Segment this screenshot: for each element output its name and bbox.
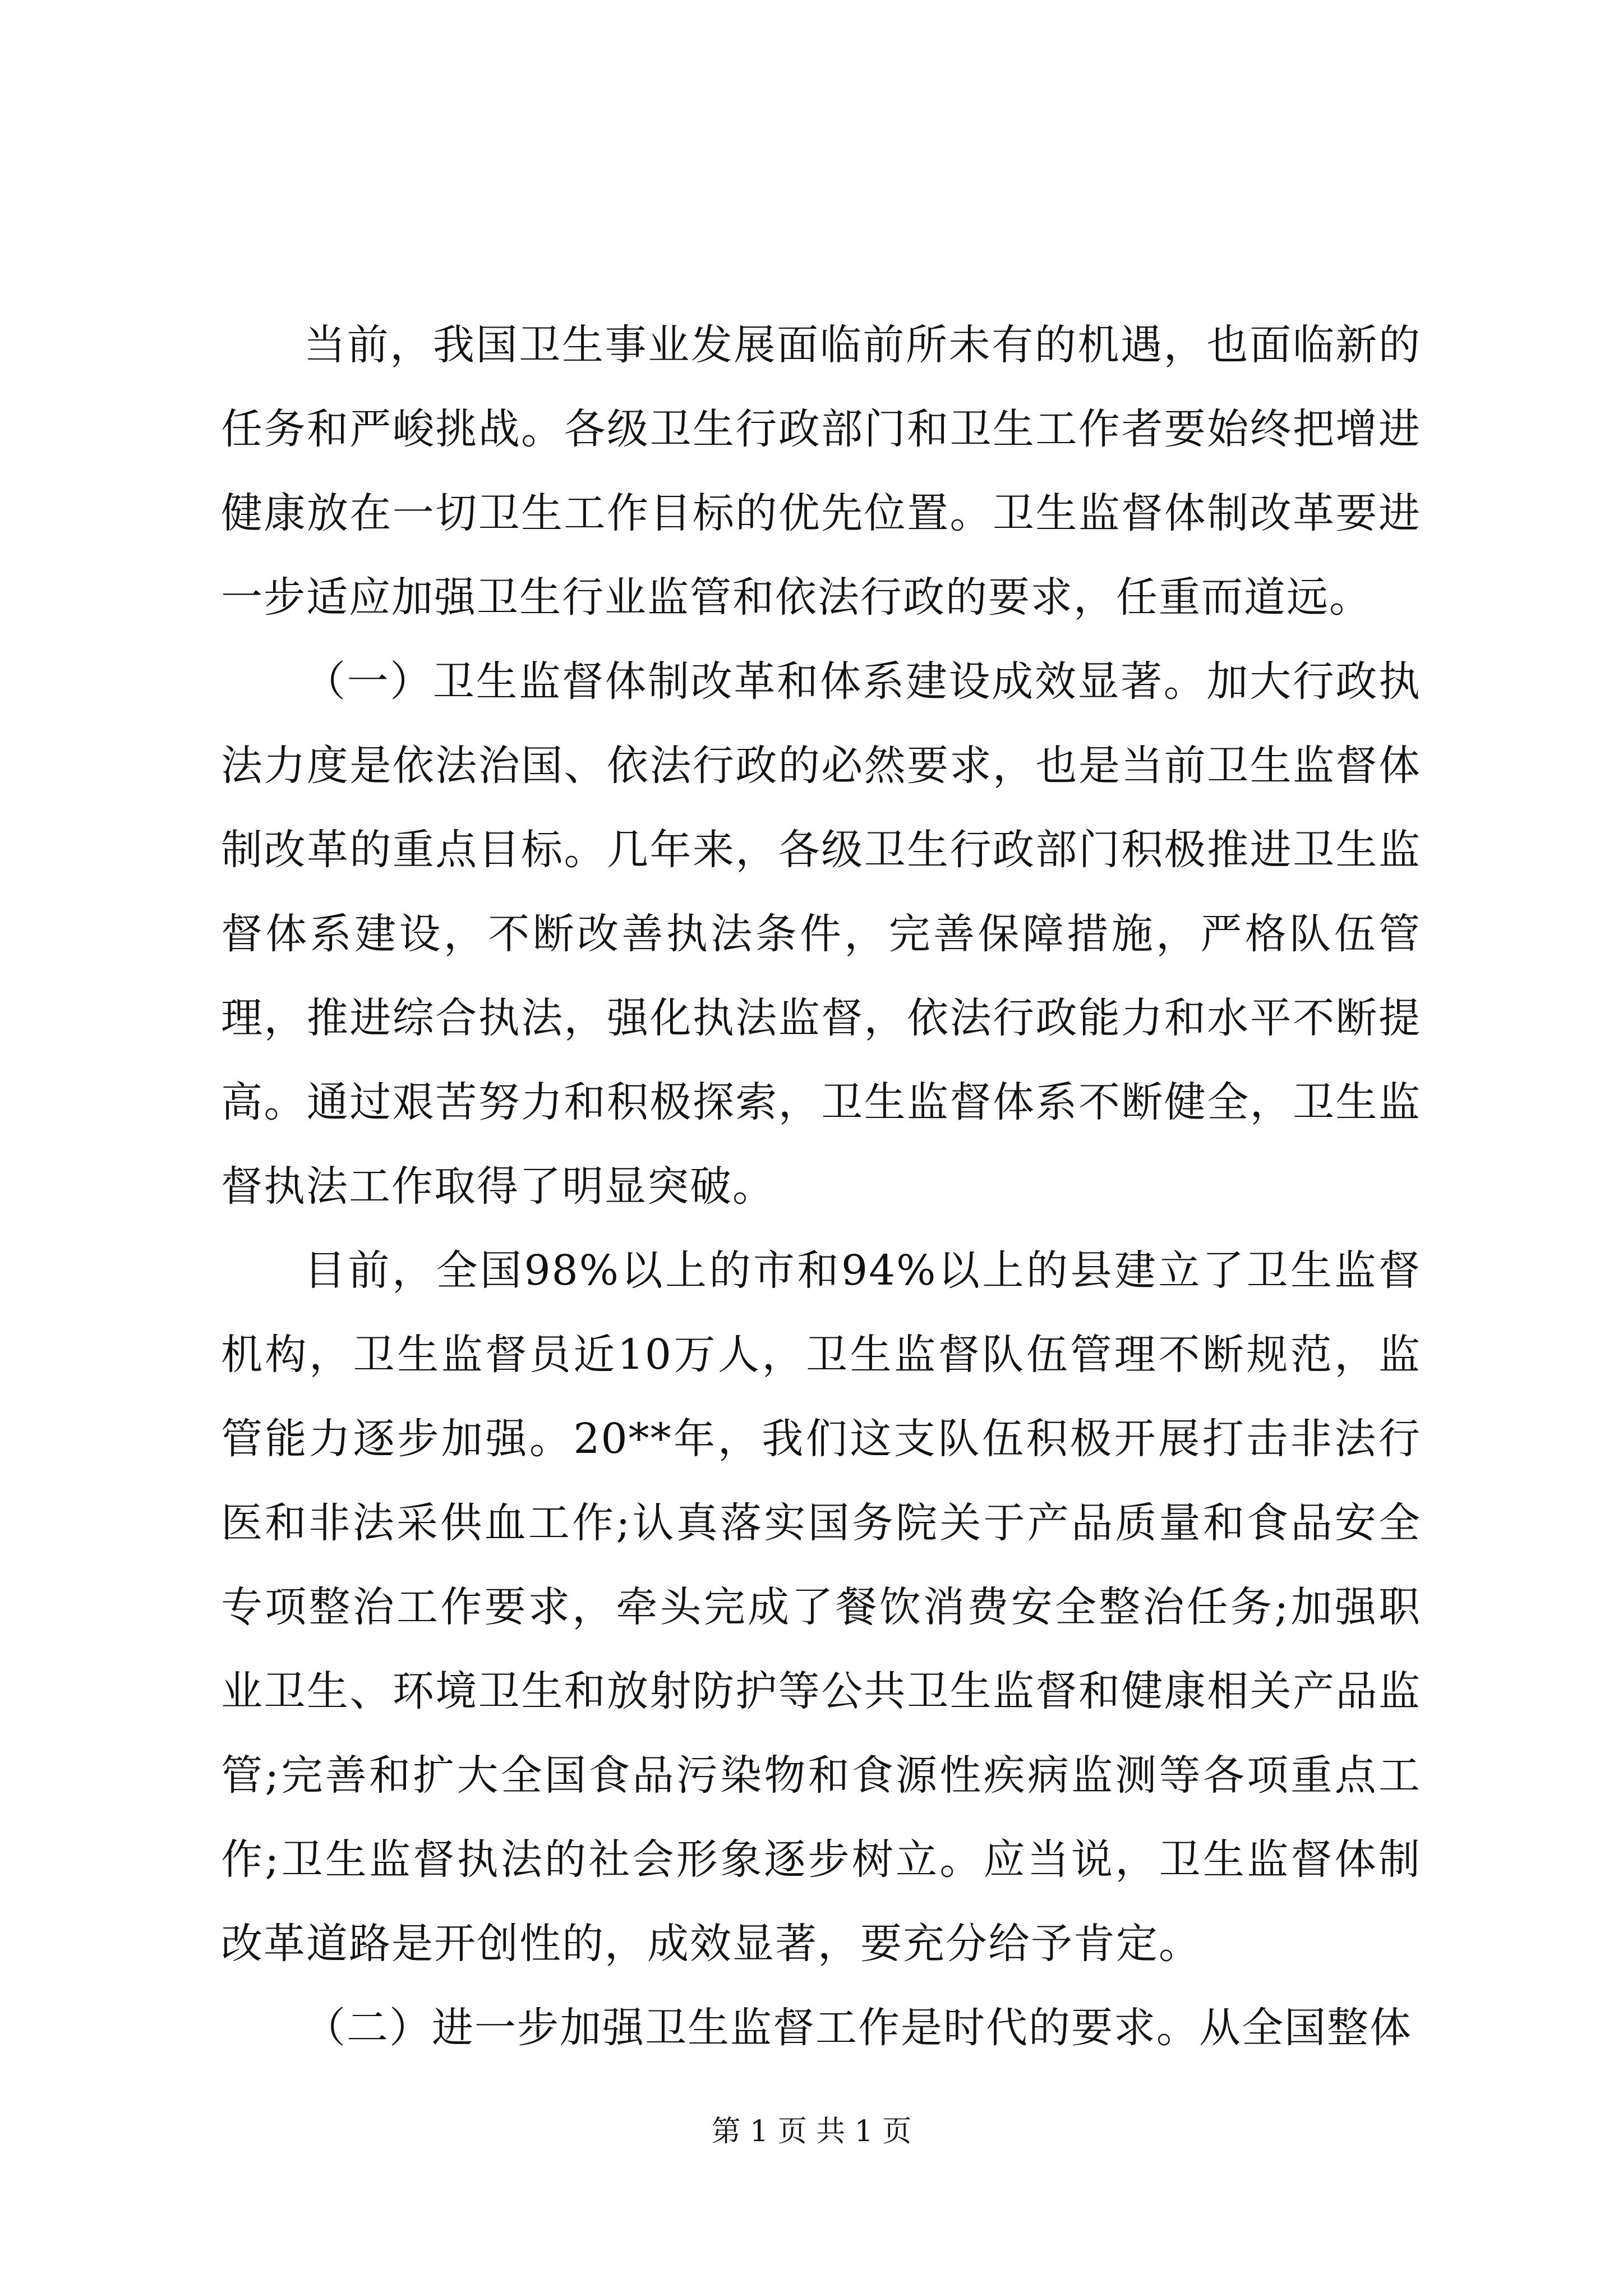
paragraph-4: （二）进一步加强卫生监督工作是时代的要求。从全国整体 — [304, 2004, 1412, 2052]
paragraph-3: 目前，全国98%以上的市和94%以上的县建立了卫生监督机构，卫生监督员近10万人，卫生监督队伍管理不断规范，监管能力逐步加强。20**年，我们这支队伍积极开展打击非法行医和非法采供血工作;认真落实国务院关于产品质量和食品安全专项整治工作要求，牵头完成了餐饮消费安全整治任务;加强职业卫生、环境卫生和放射防护等公共卫生监督和健康相关产品监管;完善和扩大全国食品污染物和食源性疾病监测等各项重点工作;卫生监督执法的社会形象逐步树立。应当说，卫生监督体制改革道路是开创性的，成效显著，要充分给予肯定。 — [221, 1246, 1421, 1968]
page-footer: 第 1 页 共 1 页 — [711, 2115, 912, 2148]
paragraph-2: （一）卫生监督体制改革和体系建设成效显著。加大行政执法力度是依法治国、依法行政的必然要求，也是当前卫生监督体制改革的重点目标。几年来，各级卫生行政部门积极推进卫生监督体系建设，不断改善执法条件，完善保障措施，严格队伍管理，推进综合执法，强化执法监督，依法行政能力和水平不断提高。通过艰苦努力和积极探索，卫生监督体系不断健全，卫生监督执法工作取得了明显突破。 — [221, 657, 1421, 1211]
document-body — [221, 303, 1421, 2070]
paragraph-1: 当前，我国卫生事业发展面临前所未有的机遇，也面临新的任务和严峻挑战。各级卫生行政部门和卫生工作者要始终把增进健康放在一切卫生工作目标的优先位置。卫生监督体制改革要进一步适应加强卫生行业监管和依法行政的要求，任重而道远。 — [221, 321, 1421, 622]
